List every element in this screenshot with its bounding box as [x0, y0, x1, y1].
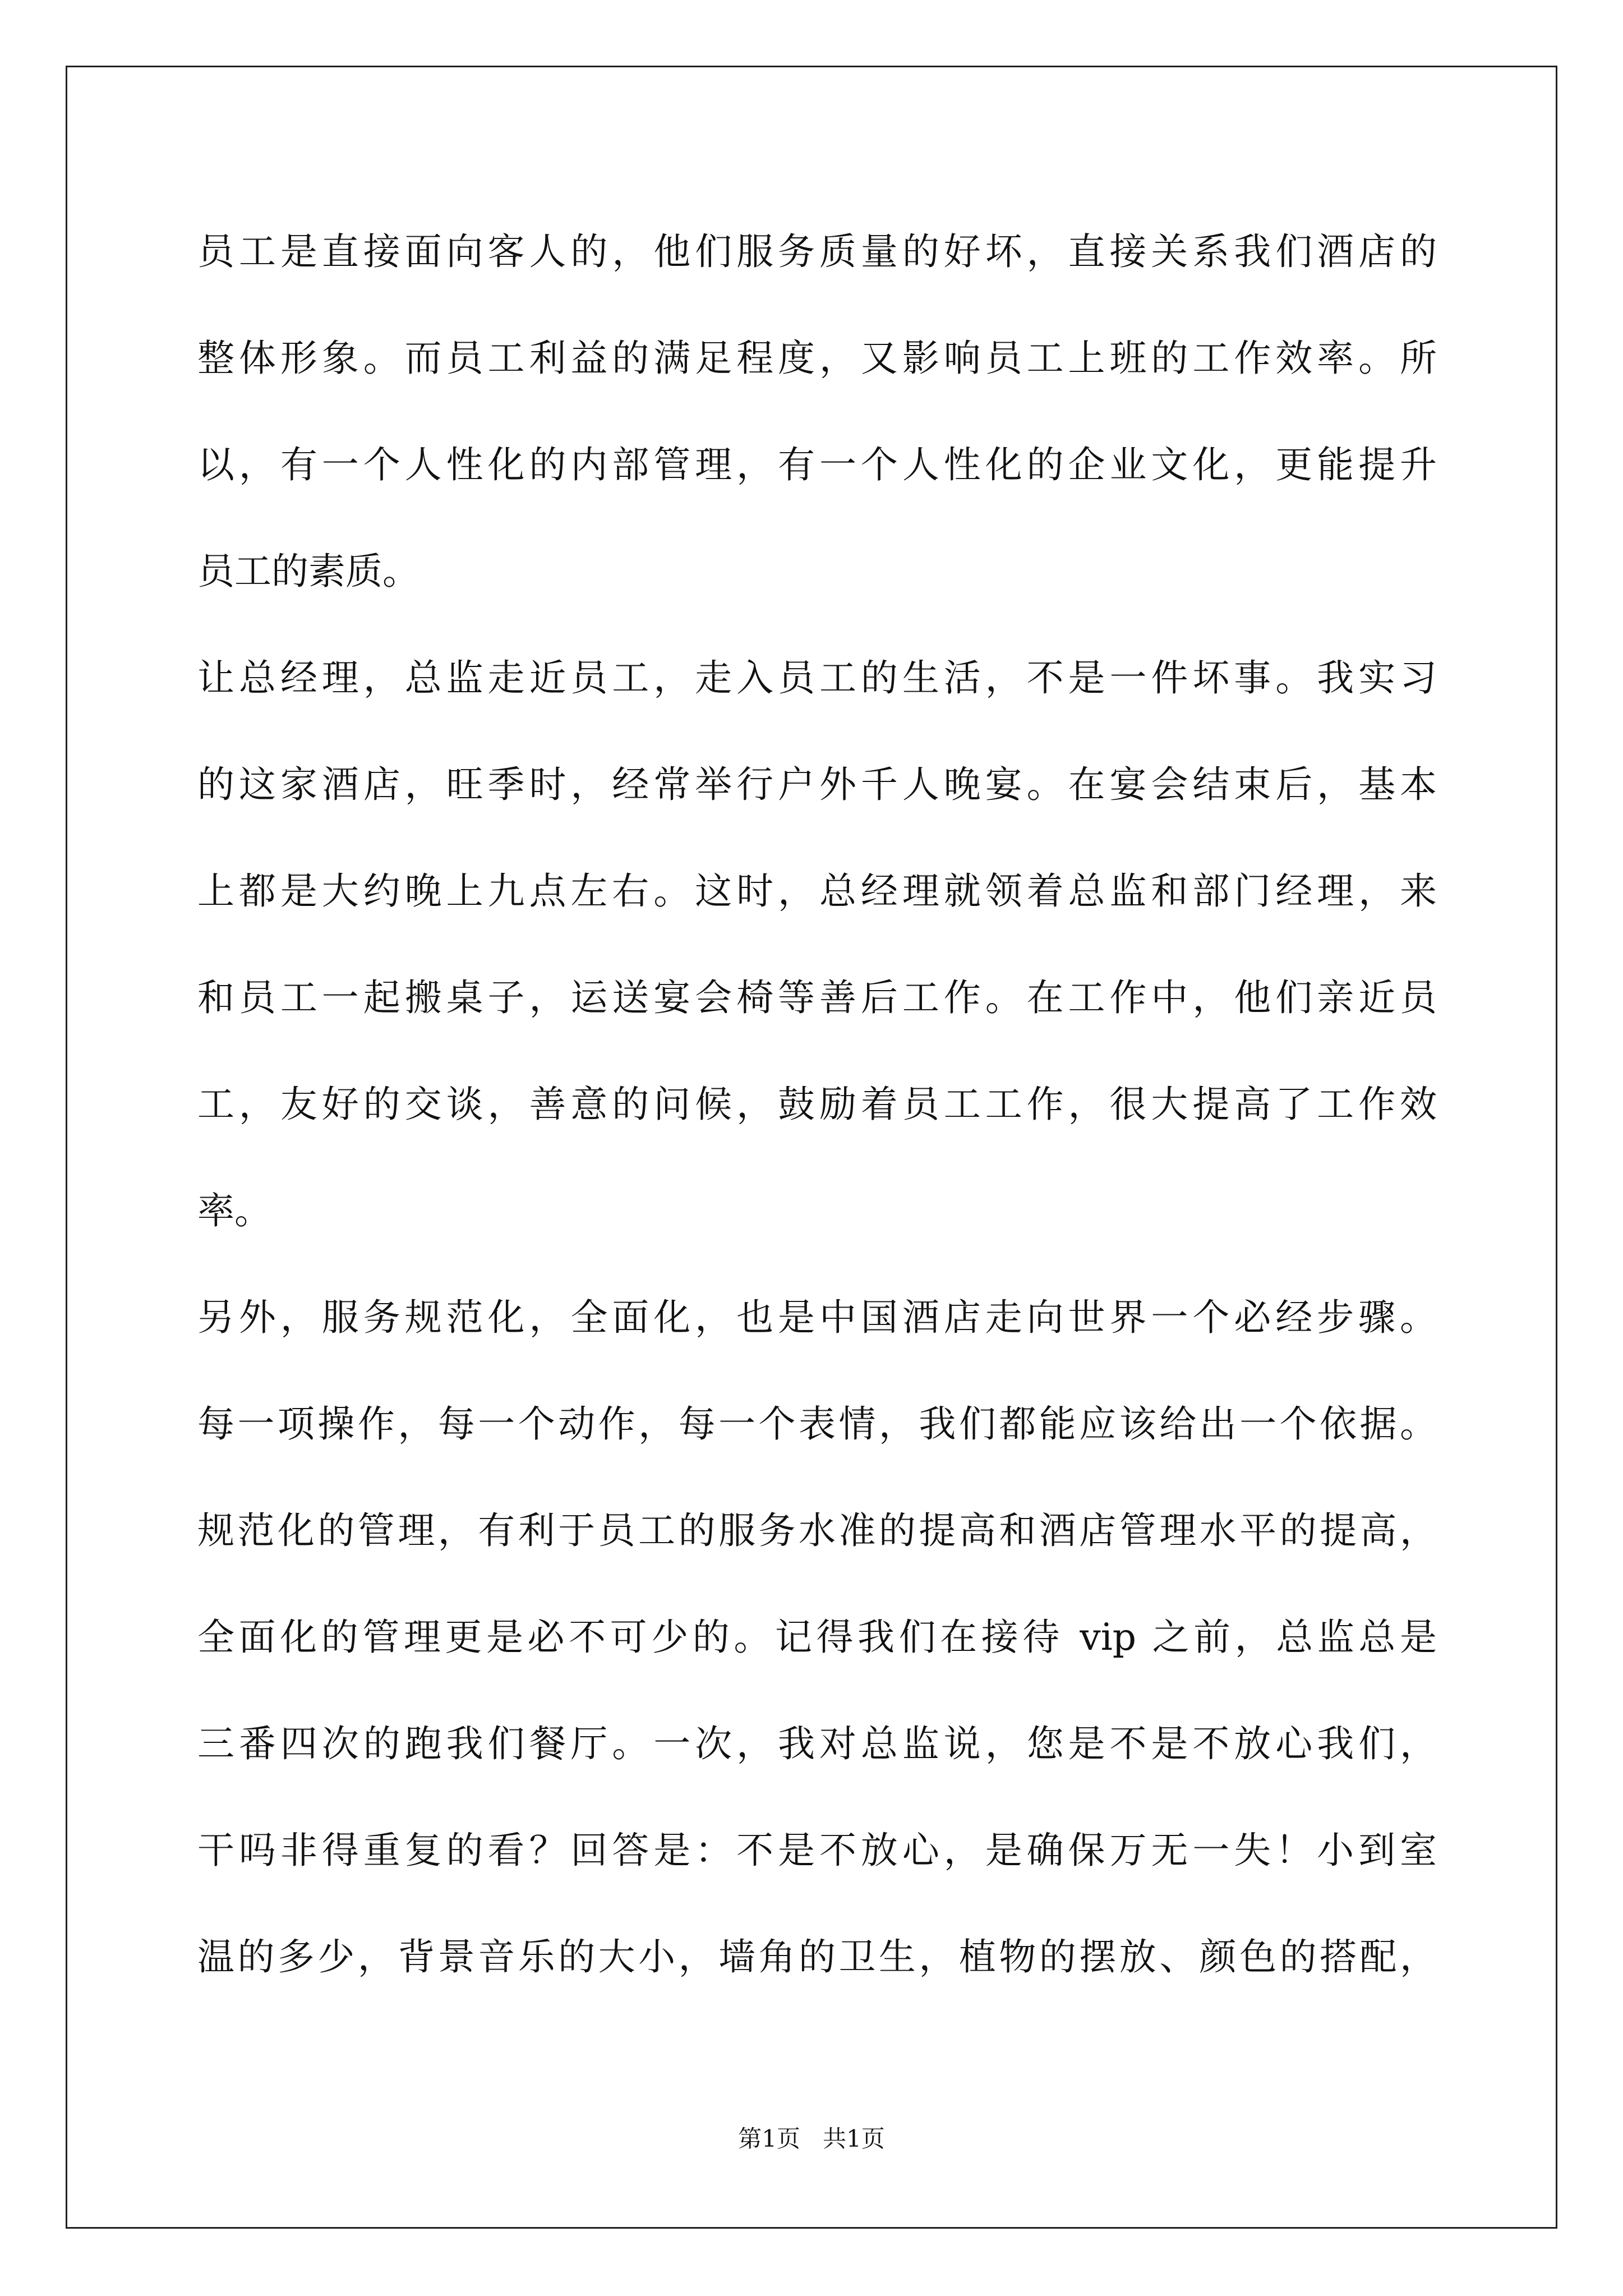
- body-text: [197, 199, 1437, 2010]
- text-line: 让总经理，总监走近员工，走入员工的生活，不是一件坏事。我实习: [197, 656, 1437, 700]
- text-line: 员工是直接面向客人的，他们服务质量的好坏，直接关系我们酒店的: [197, 230, 1437, 273]
- text-line: 的这家酒店，旺季时，经常举行户外千人晚宴。在宴会结束后，基本: [197, 763, 1437, 806]
- text-line: 和员工一起搬桌子，运送宴会椅等善后工作。在工作中，他们亲近员: [197, 976, 1437, 1019]
- text-line: 全面化的管理更是必不可少的。记得我们在接待 vip 之前，总监总是: [197, 1616, 1437, 1659]
- text-line: 干吗非得重复的看？回答是：不是不放心，是确保万无一失！小到室: [197, 1829, 1437, 1872]
- text-line: 规范化的管理，有利于员工的服务水准的提高和酒店管理水平的提高，: [197, 1509, 1437, 1552]
- text-line: 工，友好的交谈，善意的问候，鼓励着员工工作，很大提高了工作效: [197, 1083, 1437, 1126]
- text-line: 整体形象。而员工利益的满足程度，又影响员工上班的工作效率。所: [197, 337, 1437, 380]
- text-line: 三番四次的跑我们餐厅。一次，我对总监说，您是不是不放心我们，: [197, 1722, 1437, 1765]
- text-line: 员工的素质。: [197, 550, 419, 593]
- text-line: 以，有一个人性化的内部管理，有一个人性化的企业文化，更能提升: [197, 443, 1437, 486]
- text-line: 率。: [197, 1189, 271, 1232]
- text-line: 温的多少，背景音乐的大小，墙角的卫生，植物的摆放、颜色的搭配，: [197, 1935, 1437, 1978]
- text-line: 上都是大约晚上九点左右。这时，总经理就领着总监和部门经理，来: [197, 869, 1437, 913]
- text-line: 另外，服务规范化，全面化，也是中国酒店走向世界一个必经步骤。: [197, 1296, 1437, 1339]
- text-line: 每一项操作，每一个动作，每一个表情，我们都能应该给出一个依据。: [197, 1402, 1437, 1446]
- page-footer: 第1页 共1页: [738, 2125, 885, 2152]
